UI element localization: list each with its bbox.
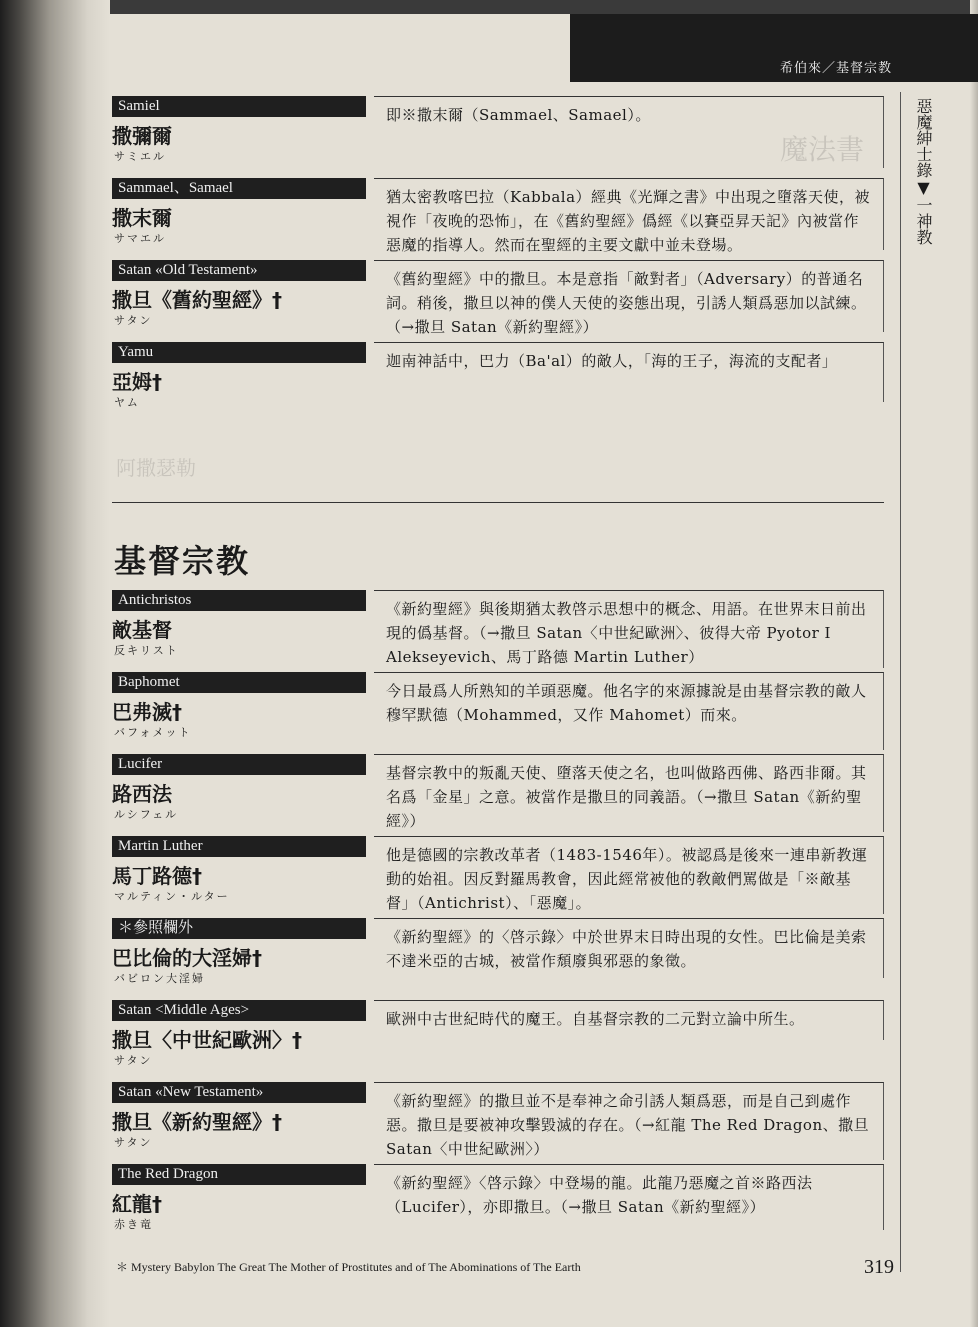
entry-description: 迦南神話中，巴力（Ba'al）的敵人，「海的王子，海流的支配者」 xyxy=(374,342,884,402)
entry-description: 《新約聖經》的撒旦並不是奉神之命引誘人類爲惡，而是自己到處作惡。撒旦是要被神攻擊毀滅的存在。（→紅龍 The Red Dragon、撒旦 Satan〈中世紀歐洲〉） xyxy=(374,1082,884,1160)
entry-kana: サタン xyxy=(114,1136,153,1149)
side-index-tab xyxy=(900,92,967,1272)
entry-name: 巴弗滅† xyxy=(112,700,182,724)
entry-description: 歐洲中古世紀時代的魔王。自基督宗教的二元對立論中所生。 xyxy=(374,1000,884,1040)
entry-latin-name: Lucifer xyxy=(112,754,366,775)
entry-name: 撒末爾 xyxy=(112,206,172,230)
entry-kana: ルシフェル xyxy=(114,808,179,821)
entry-kana: ヤム xyxy=(114,396,140,409)
page-edge xyxy=(970,0,978,1327)
entry-name: 馬丁路德† xyxy=(112,864,202,888)
top-strip xyxy=(0,0,978,14)
glossary-entry xyxy=(112,836,884,914)
entry-latin-name: Yamu xyxy=(112,342,366,363)
running-header-title: 希伯來／基督宗教 xyxy=(779,61,892,76)
book-spine-shadow xyxy=(0,0,110,1327)
entry-latin-name: ＊參照欄外 xyxy=(112,918,366,939)
entry-kana: 赤き竜 xyxy=(114,1218,153,1231)
running-header xyxy=(570,14,978,82)
show-through-text: 魔法書 xyxy=(780,133,865,166)
entry-kana: サタン xyxy=(114,1054,153,1067)
entry-description: 《舊約聖經》中的撒旦。本是意指「敵對者」（Adversary）的普通名詞。稍後，撒旦以神的僕人天使的姿態出現，引誘人類爲惡加以試練。（→撒旦 Satan《新約聖經》） xyxy=(374,260,884,332)
entry-name: 撒旦《新約聖經》† xyxy=(112,1110,282,1134)
entry-name: 撒彌爾 xyxy=(112,124,172,148)
entry-latin-name: Satan «Old Testament» xyxy=(112,260,366,281)
page-number: 319 xyxy=(864,1256,894,1278)
glossary-entry xyxy=(112,1082,884,1160)
entry-latin-name: Antichristos xyxy=(112,590,366,611)
glossary-entry xyxy=(112,754,884,832)
entry-description: 今日最爲人所熟知的羊頭惡魔。他名字的來源據說是由基督宗教的敵人穆罕默德（Mohammed，又作 Mahomet）而來。 xyxy=(374,672,884,750)
entry-latin-name: Satan <Middle Ages> xyxy=(112,1000,366,1021)
entry-name: 巴比倫的大淫婦† xyxy=(112,946,262,970)
glossary-entry xyxy=(112,918,884,996)
entry-name: 撒旦《舊約聖經》† xyxy=(112,288,282,312)
glossary-entry xyxy=(112,672,884,750)
entry-description: 《新約聖經》的〈啓示錄〉中於世界末日時出現的女性。巴比倫是美索不達米亞的古城，被當作頹廢與邪惡的象徵。 xyxy=(374,918,884,978)
entry-latin-name: Baphomet xyxy=(112,672,366,693)
glossary-entry xyxy=(112,96,884,168)
entry-kana: サタン xyxy=(114,314,153,327)
side-index-text: 惡魔紳士錄▼一神教 xyxy=(914,98,933,245)
show-through-text: 阿撒瑟勒 xyxy=(116,456,196,480)
glossary-entry xyxy=(112,1164,884,1242)
glossary-entry xyxy=(112,260,884,336)
entry-description: 即※撒末爾（Sammael、Samael）。 xyxy=(374,96,884,168)
section-divider xyxy=(112,502,884,503)
entry-kana: マルティン・ルター xyxy=(114,890,230,903)
footnote: ＊ Mystery Babylon The Great The Mother of Prostitutes and of The Abominations of The Earth xyxy=(116,1260,581,1274)
entry-latin-name: The Red Dragon xyxy=(112,1164,366,1185)
glossary-entry xyxy=(112,178,884,254)
entry-kana: 反キリスト xyxy=(114,644,179,657)
entry-kana: バビロン大淫婦 xyxy=(114,972,205,985)
entry-description: 《新約聖經》〈啓示錄〉中登場的龍。此龍乃惡魔之首※路西法（Lucifer），亦即撒旦。（→撒旦 Satan《新約聖經》） xyxy=(374,1164,884,1230)
entry-name: 紅龍† xyxy=(112,1192,162,1216)
glossary-entry xyxy=(112,1000,884,1078)
entry-description: 基督宗教中的叛亂天使、墮落天使之名，也叫做路西佛、路西非爾。其名爲「金星」之意。被當作是撒旦的同義語。（→撒旦 Satan《新約聖經》） xyxy=(374,754,884,832)
entry-kana: バフォメット xyxy=(114,726,192,739)
entry-description: 猶太密教喀巴拉（Kabbala）經典《光輝之書》中出現之墮落天使，被視作「夜晚的恐怖」，在《舊約聖經》僞經《以賽亞昇天記》內被當作惡魔的指導人。然而在聖經的主要文獻中並未登場。 xyxy=(374,178,884,250)
entry-description: 他是德國的宗教改革者（1483-1546年）。被認爲是後來一連串新教運動的始祖。因反對羅馬教會，因此經常被他的敎敵們罵做是「※敵基督」（Antichrist）、「惡魔」。 xyxy=(374,836,884,914)
entry-name: 亞姆† xyxy=(112,370,162,394)
glossary-entry xyxy=(112,342,884,414)
entry-description: 《新約聖經》與後期猶太教啓示思想中的概念、用語。在世界末日前出現的僞基督。（→撒旦 Satan〈中世紀歐洲〉、彼得大帝 Pyotor I Alekseyevich、馬丁路德 Martin Luther） xyxy=(374,590,884,668)
entry-kana: サミエル xyxy=(114,150,166,163)
entry-name: 撒旦〈中世紀歐洲〉† xyxy=(112,1028,302,1052)
section-title: 基督宗教 xyxy=(114,542,251,580)
entry-latin-name: Satan «New Testament» xyxy=(112,1082,366,1103)
entry-kana: サマエル xyxy=(114,232,166,245)
entry-latin-name: Sammael、Samael xyxy=(112,178,366,199)
entry-latin-name: Samiel xyxy=(112,96,366,117)
glossary-entry xyxy=(112,590,884,668)
entry-name: 敵基督 xyxy=(112,618,172,642)
entry-latin-name: Martin Luther xyxy=(112,836,366,857)
entry-name: 路西法 xyxy=(112,782,172,806)
